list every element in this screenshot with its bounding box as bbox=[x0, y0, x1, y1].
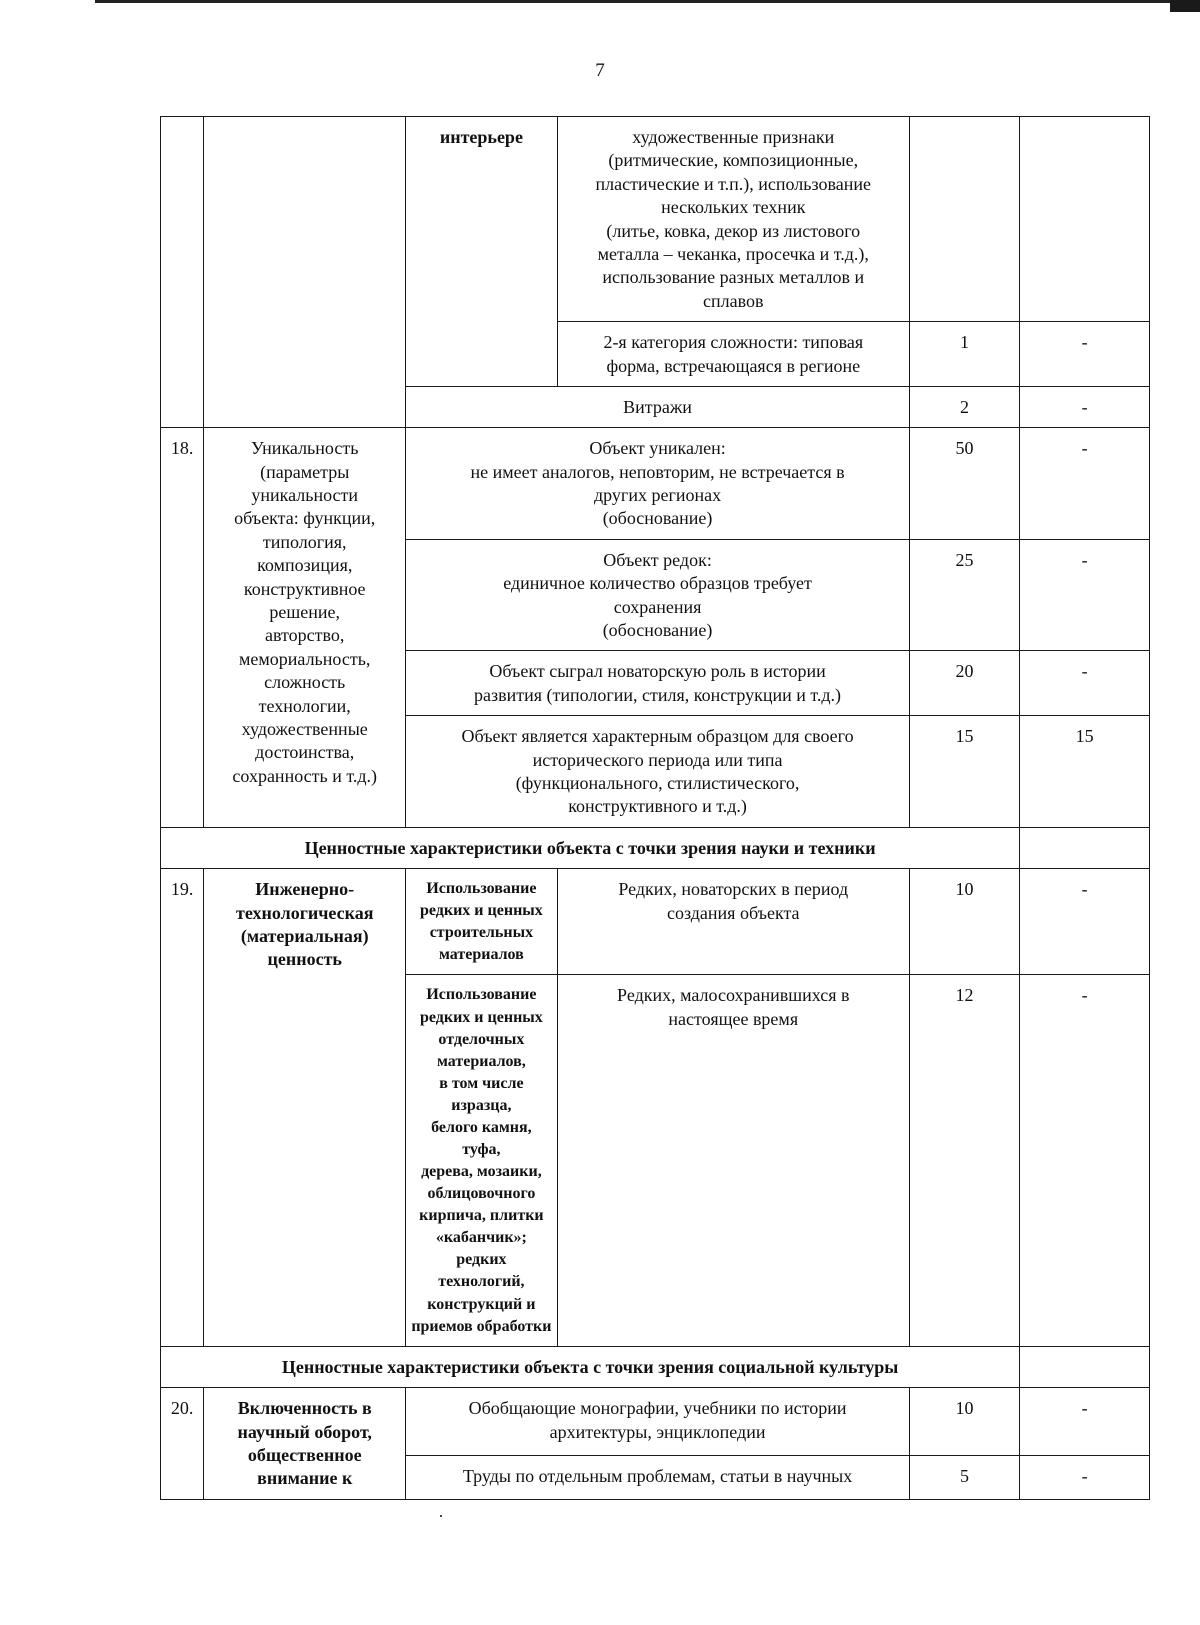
table-row bbox=[161, 428, 1150, 540]
max-points-cell: 15 bbox=[909, 716, 1019, 828]
assigned-points-cell: - bbox=[1020, 975, 1150, 1346]
description-cell: Редких, новаторских в период создания объекта bbox=[557, 869, 909, 975]
empty-cell bbox=[1020, 827, 1150, 868]
section-heading-row bbox=[161, 1346, 1150, 1387]
page-number: 7 bbox=[595, 60, 605, 81]
max-points-cell: 20 bbox=[909, 651, 1019, 716]
number-cell: 18. bbox=[161, 428, 204, 827]
max-points-cell bbox=[909, 117, 1019, 322]
description-cell: художественные признаки (ритмические, композиционные, пластические и т.п.), использование нескольких техник (литье, ковка, декор из листового металла – чеканка, просечка и т.д.), использование разных металлов и сплавов bbox=[557, 117, 909, 322]
table-row bbox=[161, 869, 1150, 975]
criterion-cell: Уникальность (параметры уникальности объекта: функции, типология, композиция, конструктивное решение, авторство, мемориальность, сложность технологии, художественные достоинства, сохранность и т.д.) bbox=[204, 428, 406, 827]
assigned-points-cell: - bbox=[1020, 1456, 1150, 1500]
empty-cell bbox=[1020, 1346, 1150, 1387]
description-cell: Объект редок: единичное количество образцов требует сохранения (обоснование) bbox=[406, 539, 910, 651]
assigned-points-cell bbox=[1020, 117, 1150, 322]
description-cell: Обобщающие монографии, учебники по истории архитектуры, энциклопедии bbox=[406, 1388, 910, 1456]
table-row bbox=[161, 117, 1150, 322]
assigned-points-cell: - bbox=[1020, 869, 1150, 975]
scan-mark bbox=[1170, 0, 1200, 12]
max-points-cell: 10 bbox=[909, 1388, 1019, 1456]
description-cell: Витражи bbox=[406, 386, 910, 427]
assigned-points-cell: - bbox=[1020, 1388, 1150, 1456]
max-points-cell: 10 bbox=[909, 869, 1019, 975]
description-cell: Редких, малосохранившихся в настоящее время bbox=[557, 975, 909, 1346]
description-cell: Объект уникален: не имеет аналогов, неповторим, не встречается в других регионах (обоснование) bbox=[406, 428, 910, 540]
assigned-points-cell: - bbox=[1020, 539, 1150, 651]
number-cell: 19. bbox=[161, 869, 204, 1347]
max-points-cell: 5 bbox=[909, 1456, 1019, 1500]
criterion-cell bbox=[204, 117, 406, 428]
assigned-points-cell: - bbox=[1020, 386, 1150, 427]
criterion-cell: Включенность в научный оборот, общественное внимание к bbox=[204, 1388, 406, 1500]
max-points-cell: 12 bbox=[909, 975, 1019, 1346]
criteria-table bbox=[160, 116, 1150, 1500]
description-cell: 2-я категория сложности: типовая форма, встречающаяся в регионе bbox=[557, 322, 909, 387]
subcriterion-cell: интерьере bbox=[406, 117, 557, 387]
description-cell: Объект является характерным образцом для своего исторического периода или типа (функционального, стилистического, конструктивного и т.д.) bbox=[406, 716, 910, 828]
scan-edge-top bbox=[95, 0, 1200, 3]
section-title: Ценностные характеристики объекта с точки зрения социальной культуры bbox=[161, 1346, 1020, 1387]
max-points-cell: 50 bbox=[909, 428, 1019, 540]
description-cell: Труды по отдельным проблемам, статьи в научных bbox=[406, 1456, 910, 1500]
section-heading-row bbox=[161, 827, 1150, 868]
max-points-cell: 1 bbox=[909, 322, 1019, 387]
criterion-cell: Инженерно- технологическая (материальная) ценность bbox=[204, 869, 406, 1347]
max-points-cell: 2 bbox=[909, 386, 1019, 427]
assigned-points-cell: - bbox=[1020, 651, 1150, 716]
number-cell bbox=[161, 117, 204, 428]
assigned-points-cell: - bbox=[1020, 322, 1150, 387]
number-cell: 20. bbox=[161, 1388, 204, 1500]
assigned-points-cell: 15 bbox=[1020, 716, 1150, 828]
scan-speck bbox=[440, 1515, 442, 1517]
table-row bbox=[161, 1388, 1150, 1456]
max-points-cell: 25 bbox=[909, 539, 1019, 651]
section-title: Ценностные характеристики объекта с точки зрения науки и техники bbox=[161, 827, 1020, 868]
description-cell: Объект сыграл новаторскую роль в истории развития (типологии, стиля, конструкции и т.д.) bbox=[406, 651, 910, 716]
subcriterion-cell: Использование редких и ценных отделочных материалов, в том числе изразца, белого камня, туфа, дерева, мозаики, облицовочного кирпича, плитки «кабанчик»; редких технологий, конструкций и приемов обработки bbox=[406, 975, 557, 1346]
assigned-points-cell: - bbox=[1020, 428, 1150, 540]
subcriterion-cell: Использование редких и ценных строительных материалов bbox=[406, 869, 557, 975]
